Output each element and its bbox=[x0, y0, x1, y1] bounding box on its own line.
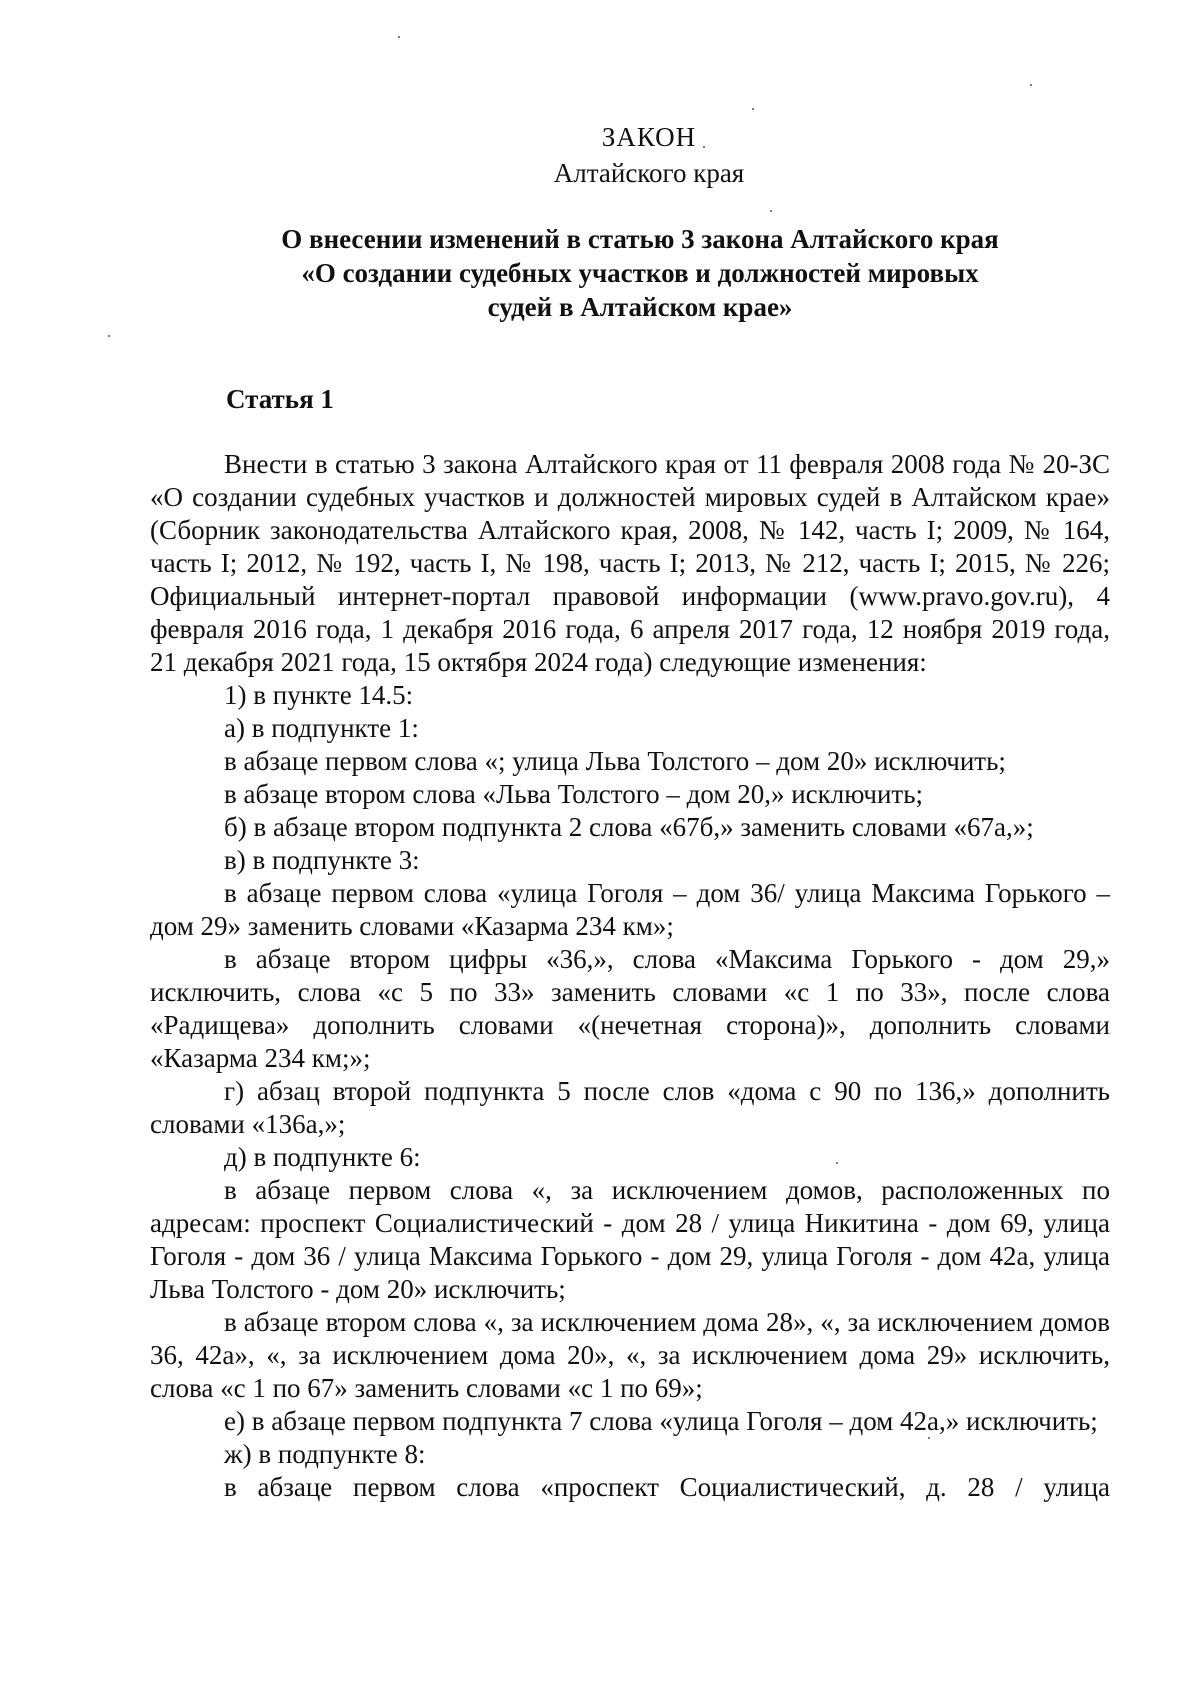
scan-speck bbox=[752, 108, 754, 110]
paragraph-item: 1) в пункте 14.5: bbox=[224, 680, 414, 710]
scan-speck bbox=[928, 1437, 930, 1439]
document-title bbox=[250, 222, 1030, 324]
scan-speck bbox=[836, 1162, 838, 1164]
paragraph-item: е) в абзаце первом подпункта 7 слова «улица Гоголя – дом 42а,» исключить; bbox=[224, 1406, 1098, 1436]
paragraph-item: в абзаце первом слова «, за исключением домов, расположенных по адресам: проспект Социалистический - дом 28 / улица Никитина - дом 69, улица Гоголя - дом 36 / улица Максима Горького - дом 29, улица Гоголя - дом 42а, улица Льва Толстого - дом 20» исключить; bbox=[150, 1175, 1110, 1304]
document-region: Алтайского края bbox=[553, 158, 745, 188]
scan-speck bbox=[1030, 84, 1032, 86]
paragraph-item: в абзаце первом слова «; улица Льва Толстого – дом 20» исключить; bbox=[224, 746, 1006, 776]
paragraph-item: в) в подпункте 3: bbox=[224, 845, 420, 875]
article-body bbox=[150, 448, 1110, 1504]
paragraph-item: в абзаце втором цифры «36,», слова «Максима Горького - дом 29,» исключить, слова «с 5 по 33» заменить словами «с 1 по 33», после слова «Радищева» дополнить словами «(нечетная сторона)», дополнить словами «Казарма 234 км;»; bbox=[150, 944, 1110, 1073]
article-heading: Статья 1 bbox=[226, 384, 334, 414]
title-line-3: судей в Алтайском крае» bbox=[487, 292, 793, 322]
paragraph-intro: Внести в статью 3 закона Алтайского края от 11 февраля 2008 года № 20-ЗС «О создании судебных участков и должностей мировых судей в Алтайском крае» (Сборник законодательства Алтайского края, 2008, № 142, часть I; 2009, № 164, часть I; 2012, № 192, часть I, № 198, часть I; 2013, № 212, часть I; 2015, № 226; Официальный интернет-портал правовой информации (www.pravo.gov.ru), 4 февраля 2016 года, 1 декабря 2016 года, 6 апреля 2017 года, 12 ноября 2019 года, 21 декабря 2021 года, 15 октября 2024 года) следующие изменения: bbox=[150, 449, 1110, 677]
document-type: ЗАКОН bbox=[601, 122, 697, 152]
paragraph-item: ж) в подпункте 8: bbox=[224, 1439, 426, 1469]
scan-speck bbox=[703, 146, 705, 148]
scan-speck bbox=[398, 36, 400, 38]
title-line-2: «О создании судебных участков и должностей мировых bbox=[301, 258, 979, 288]
paragraph-item: а) в подпункте 1: bbox=[224, 713, 419, 743]
scan-speck bbox=[108, 335, 110, 337]
paragraph-item: в абзаце втором слова «Льва Толстого – дом 20,» исключить; bbox=[224, 779, 924, 809]
paragraph-item: г) абзац второй подпункта 5 после слов «дома с 90 по 136,» дополнить словами «136а,»; bbox=[150, 1076, 1110, 1139]
title-line-1: О внесении изменений в статью 3 закона Алтайского края bbox=[281, 224, 999, 254]
paragraph-item: в абзаце первом слова «улица Гоголя – дом 36/ улица Максима Горького – дом 29» заменить словами «Казарма 234 км»; bbox=[150, 878, 1110, 941]
paragraph-item: б) в абзаце втором подпункта 2 слова «67б,» заменить словами «67а,»; bbox=[224, 812, 1034, 842]
paragraph-item: д) в подпункте 6: bbox=[224, 1142, 421, 1172]
paragraph-item-last: в абзаце первом слова «проспект Социалистический, д. 28 / улица bbox=[224, 1472, 1110, 1502]
scan-speck bbox=[770, 210, 772, 212]
paragraph-item: в абзаце втором слова «, за исключением дома 28», «, за исключением домов 36, 42а», «, за исключением дома 20», «, за исключением дома 29» исключить, слова «с 1 по 67» заменить словами «с 1 по 69»; bbox=[150, 1307, 1110, 1403]
